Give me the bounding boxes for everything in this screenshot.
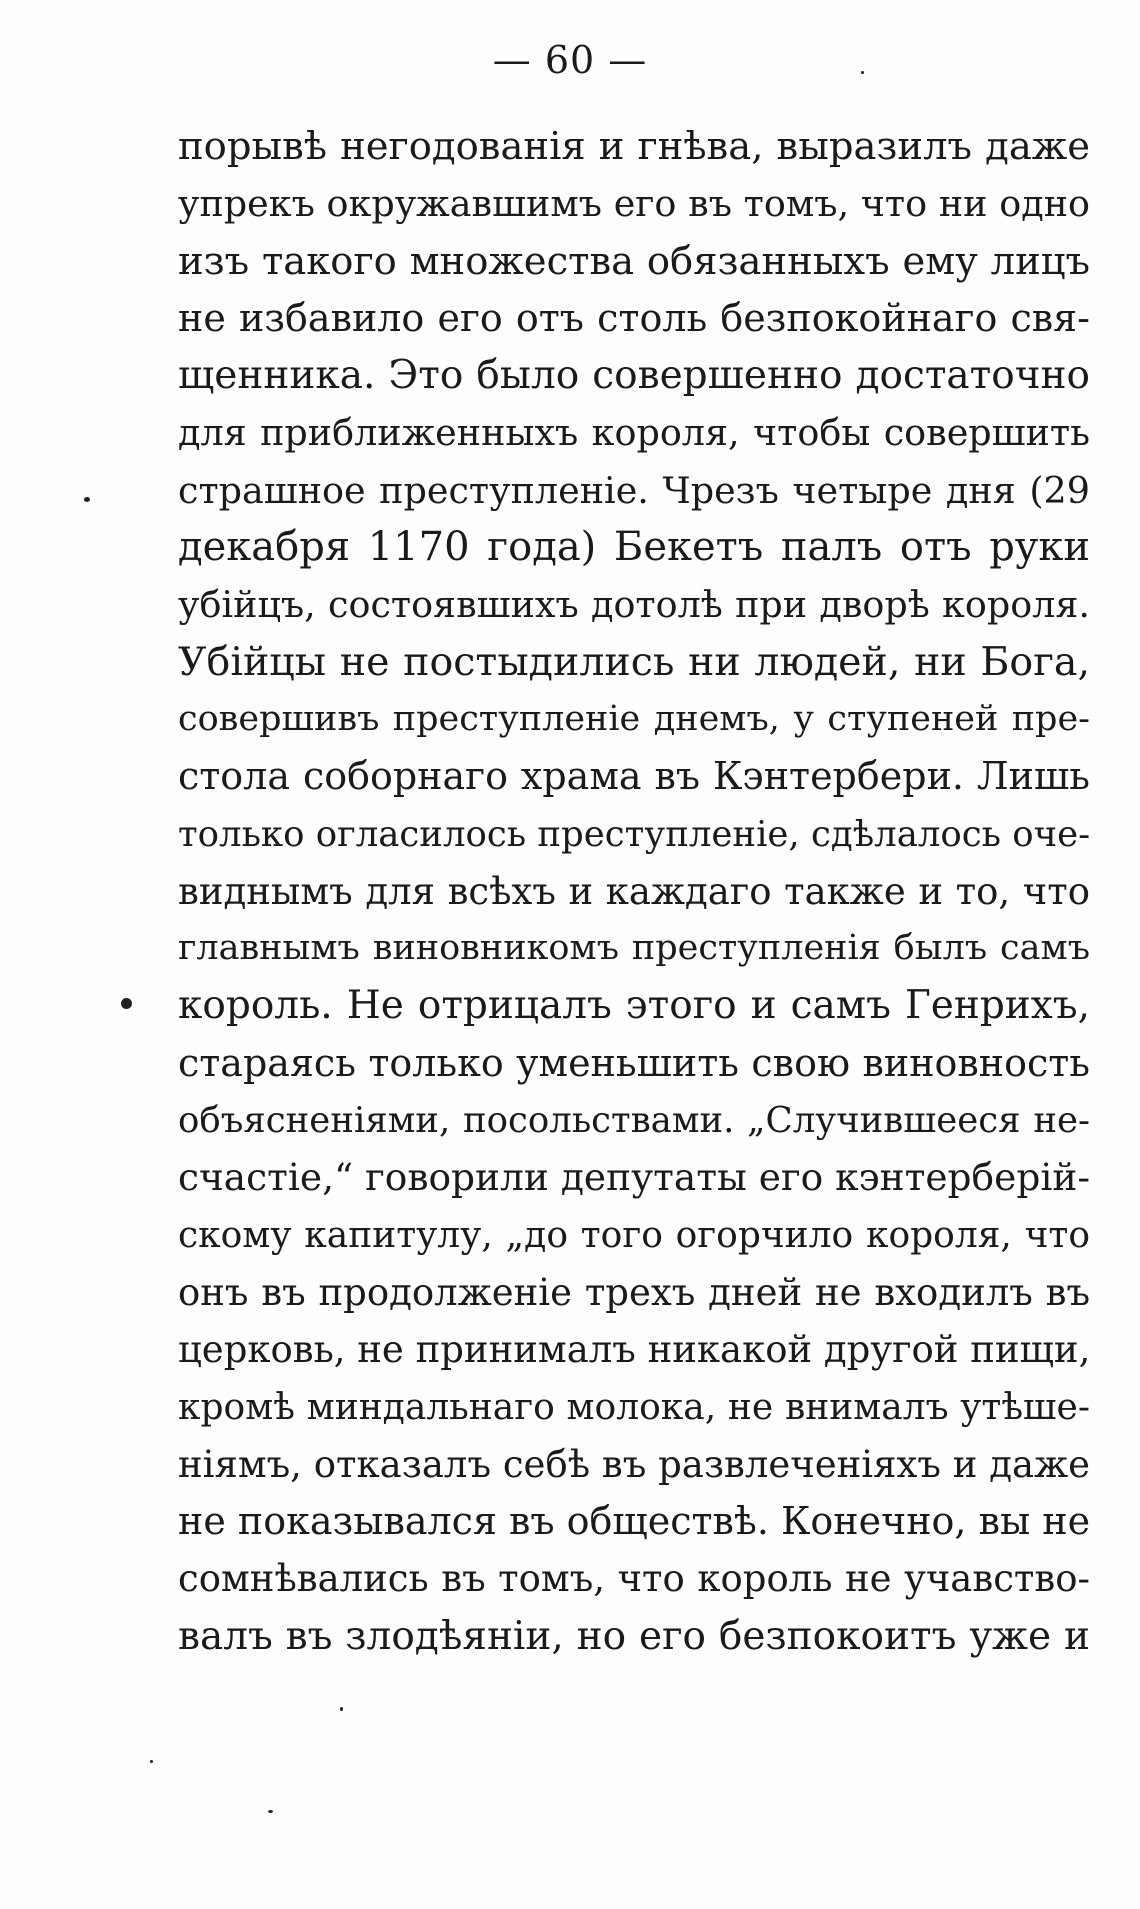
text-line: стола соборнаго храма въ Кэнтербери. Лишь [178, 754, 1090, 799]
text-line: порывѣ негодованія и гнѣва, выразилъ даже [178, 124, 1090, 169]
scan-speck [121, 998, 132, 1009]
text-line: не избавило его отъ столь безпокойнаго свя- [178, 295, 1090, 340]
text-line: щенника. Это было совершенно достаточно [178, 353, 1090, 399]
text-line: упрекъ окружавшимъ его въ томъ, что ни одно [178, 182, 1090, 226]
text-line: счастіе,“ говорили депутаты его кэнтерберій- [178, 1155, 1090, 1200]
text-line: Убійцы не постыдились ни людей, ни Бога, [178, 638, 1090, 685]
page-number: — 60 — [492, 38, 648, 82]
scan-speck [340, 1707, 343, 1711]
scan-speck [150, 1760, 153, 1763]
text-line: скому капитулу, „до того огорчило короля, что [178, 1214, 1090, 1256]
text-line: объясненіями, посольствами. „Случившееся не- [178, 1100, 1090, 1142]
text-line: декабря 1170 года) Бекетъ палъ отъ руки [178, 524, 1090, 571]
text-line: церковь, не принималъ никакой другой пищи, [178, 1328, 1091, 1372]
text-line: изъ такого множества обязанныхъ ему лицъ [178, 238, 1090, 284]
text-line: не показывался въ обществѣ. Конечно, вы не [178, 1499, 1091, 1544]
text-line: кромѣ миндальнаго молока, не внималъ утѣше- [178, 1386, 1090, 1428]
text-line: онъ въ продолженіе трехъ дней не входилъ въ [178, 1270, 1090, 1314]
scan-speck [268, 1810, 273, 1813]
scan-speck [861, 71, 864, 74]
scan-speck [84, 497, 90, 502]
text-line: для приближенныхъ короля, чтобы совершить [178, 411, 1090, 455]
text-line: сомнѣвались въ томъ, что король не учавство- [178, 1557, 1090, 1601]
text-line: главнымъ виновникомъ преступленія былъ самъ [178, 928, 1090, 969]
text-line: король. Не отрицалъ этого и самъ Генрихъ, [178, 983, 1090, 1029]
text-line: стараясь только уменьшить свою виновность [178, 1040, 1090, 1085]
text-line: валъ въ злодѣяніи, но его безпокоитъ уже и [178, 1613, 1090, 1659]
text-line: виднымъ для всѣхъ и каждаго также и то, что [178, 869, 1090, 913]
text-line: ніямъ, отказалъ себѣ въ развлеченіяхъ и даже [178, 1442, 1090, 1486]
text-line: убійцъ, состоявшихъ дотолѣ при дворѣ короля. [178, 583, 1090, 627]
body-text [178, 118, 1090, 1665]
text-line: только огласилось преступленіе, сдѣлалось оче- [178, 813, 1091, 855]
text-line: страшное преступленіе. Чрезъ четыре дня (29 [178, 468, 1090, 512]
text-line: совершивъ преступленіе днемъ, у ступеней пре- [178, 698, 1090, 739]
